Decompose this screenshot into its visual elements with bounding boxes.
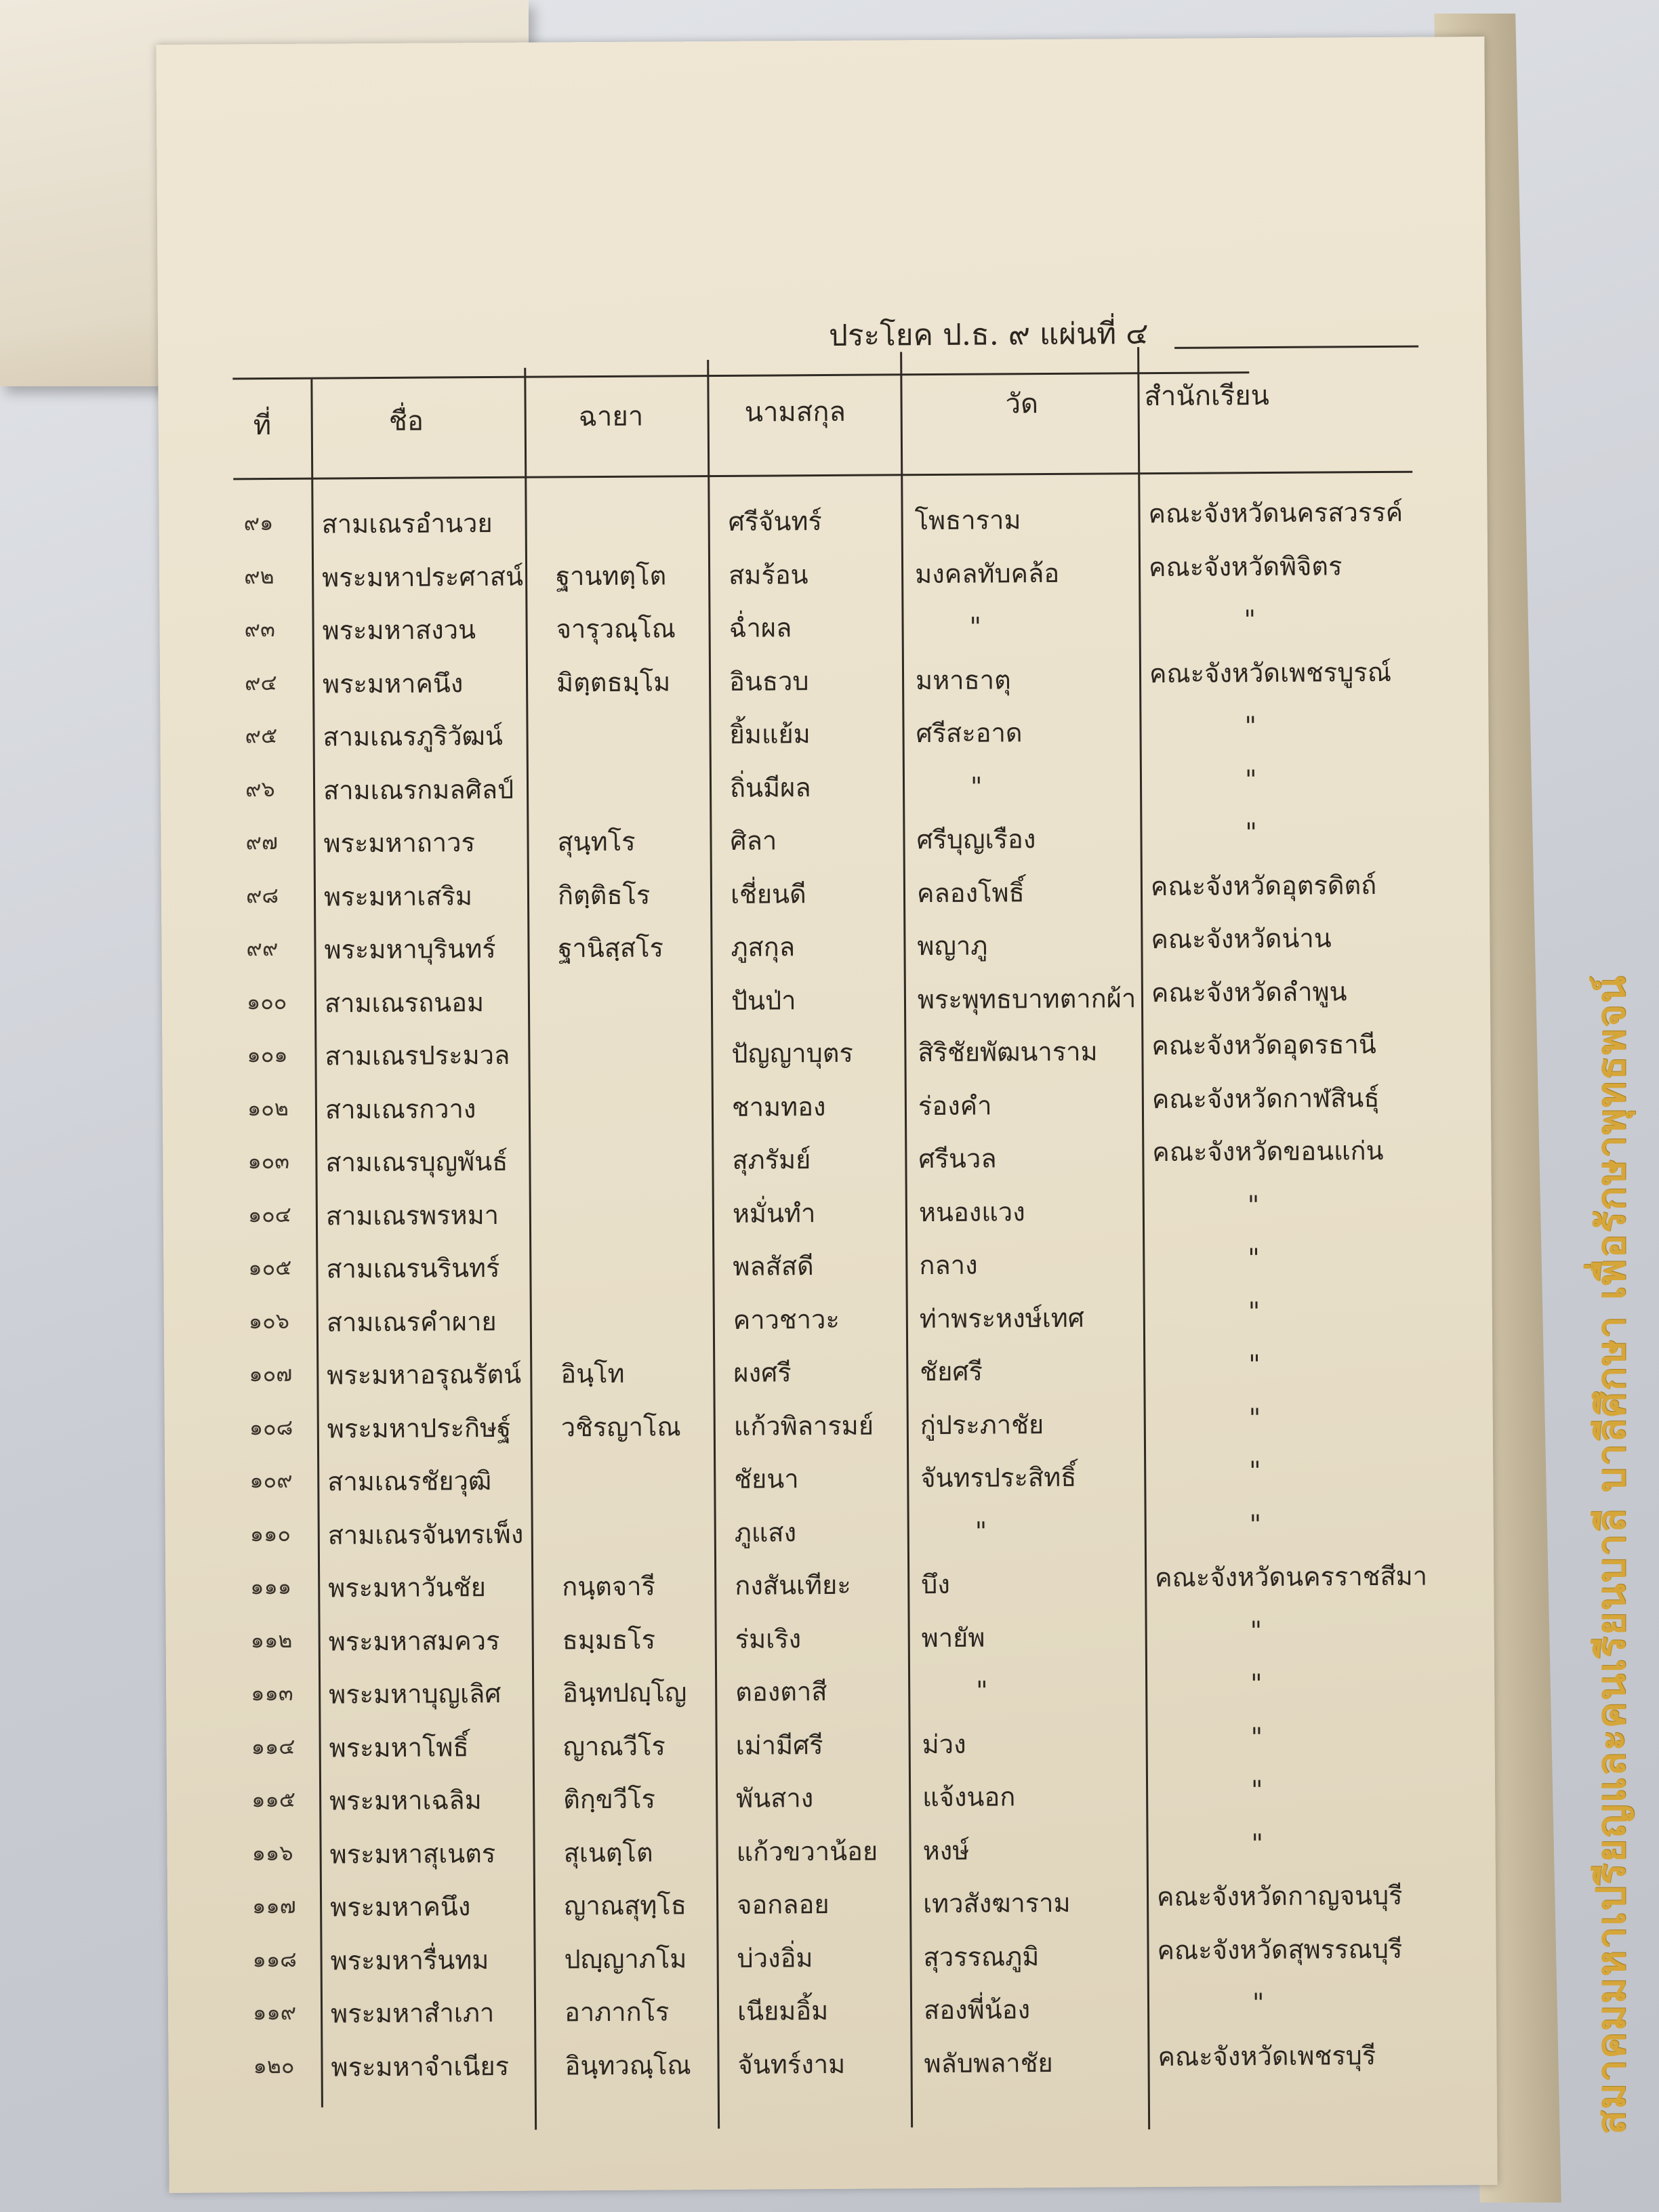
- cell-name: พระมหาสมควร: [328, 1625, 500, 1657]
- cell-no: ๑๑๒: [250, 1626, 293, 1653]
- cell-wat: ": [969, 611, 982, 642]
- cell-name: พระมหาสงวน: [322, 615, 476, 646]
- cell-surname: ภูสกุล: [731, 932, 796, 962]
- cell-no: ๙๙: [246, 935, 279, 962]
- cell-no: ๑๑๐: [249, 1520, 291, 1547]
- cell-surname: ภูแสง: [734, 1517, 797, 1548]
- cell-school: คณะจังหวัดกาญจนบุรี: [1156, 1880, 1403, 1912]
- column-header-school: สำนักเรียน: [1144, 380, 1270, 413]
- cell-surname: ถิ่นมีผล: [729, 772, 811, 803]
- cell-school: คณะจังหวัดเพชรบูรณ์: [1149, 657, 1392, 689]
- cell-surname: สุภรัมย์: [732, 1145, 811, 1175]
- cell-name: พระมหาบุญเลิศ: [329, 1678, 501, 1710]
- cell-school: คณะจังหวัดอุดรธานี: [1151, 1029, 1376, 1061]
- cell-chaya: ฐานิสฺสโร: [558, 933, 664, 964]
- cell-school: ": [1250, 1721, 1263, 1752]
- cell-wat: กู่ประภาชัย: [920, 1409, 1044, 1440]
- cell-wat: ": [970, 771, 983, 802]
- cell-no: ๑๑๑: [250, 1573, 292, 1600]
- cell-school: คณะจังหวัดเพชรบุรี: [1158, 2040, 1376, 2072]
- cell-chaya: ธมฺมธโร: [562, 1624, 656, 1655]
- cell-wat: คลองโพธิ์: [916, 877, 1025, 908]
- cell-no: ๑๐๘: [249, 1414, 293, 1440]
- cell-name: พระมหาเฉลิม: [329, 1785, 482, 1816]
- cell-wat: ศรีนวล: [918, 1143, 997, 1174]
- cell-name: พระมหารื่นทม: [330, 1944, 489, 1975]
- column-header-surname: นามสกุล: [744, 396, 846, 428]
- cell-no: ๑๑๔: [251, 1733, 295, 1759]
- cell-chaya: อินฺโท: [560, 1358, 625, 1389]
- cell-wat: หนองแวง: [918, 1196, 1025, 1227]
- cell-wat: ม่วง: [922, 1729, 966, 1759]
- cell-surname: ปันป่า: [731, 985, 796, 1016]
- cell-name: พระมหาสำเภา: [330, 1998, 495, 2029]
- cell-chaya: กนฺตจารี: [562, 1571, 656, 1602]
- cell-wat: สุวรรณภูมิ: [923, 1941, 1040, 1972]
- cell-school: ": [1249, 1509, 1262, 1539]
- cell-school: คณะจังหวัดลำพูน: [1151, 976, 1347, 1008]
- cell-name: พระมหาคนึง: [322, 668, 464, 699]
- cell-name: พระมหาถาวร: [323, 827, 476, 859]
- cell-no: ๙๘: [245, 882, 279, 908]
- cell-school: คณะจังหวัดกาฬสินธุ์: [1151, 1082, 1380, 1114]
- results-table: [156, 37, 1497, 2193]
- cell-surname: หมั่นทำ: [732, 1197, 816, 1229]
- cell-name: สามเณรชัยวุฒิ: [327, 1466, 492, 1497]
- column-header-chaya: ฉายา: [578, 401, 644, 433]
- column-divider: [310, 380, 323, 2108]
- cell-surname: ผงศรี: [733, 1357, 792, 1388]
- cell-wat: มงคลทับคล้อ: [914, 558, 1060, 589]
- cell-wat: ศรีบุญเรือง: [916, 824, 1036, 855]
- cell-no: ๑๐๒: [247, 1094, 289, 1121]
- cell-chaya: ญาณวีโร: [562, 1730, 665, 1761]
- cell-name: พระมหาบุรินทร์: [324, 933, 496, 965]
- cell-surname: เนียมอิ้ม: [737, 1996, 829, 2026]
- cell-no: ๙๖: [245, 775, 275, 802]
- cell-wat: สิริชัยพัฒนาราม: [918, 1036, 1098, 1068]
- cell-chaya: จารุวณฺโณ: [556, 613, 676, 644]
- document-page: [156, 37, 1497, 2193]
- cell-school: คณะจังหวัดนครราชสีมา: [1155, 1561, 1428, 1593]
- cell-school: คณะจังหวัดน่าน: [1151, 923, 1332, 955]
- page-heading: ประโยค ป.ธ. ๙ แผ่นที่ ๔: [828, 316, 1149, 353]
- cell-surname: ตองตาสี: [735, 1677, 827, 1707]
- cell-chaya: ญาณสุทฺโธ: [563, 1890, 687, 1921]
- cell-no: ๑๑๕: [251, 1786, 296, 1813]
- cell-school: ": [1250, 1615, 1263, 1645]
- cell-surname: ชามทอง: [731, 1091, 826, 1122]
- cell-surname: จันทร์งาม: [737, 2049, 846, 2080]
- cell-name: สามเณรประมวล: [325, 1040, 510, 1071]
- cell-chaya: อินฺทปญฺโญ: [562, 1677, 687, 1708]
- cell-name: สามเณรกมลศิลป์: [323, 774, 514, 806]
- cell-school: คณะจังหวัดนครสวรรค์: [1148, 497, 1404, 529]
- cell-surname: ชัยนา: [734, 1464, 799, 1494]
- cell-surname: สมร้อน: [728, 559, 808, 590]
- cell-surname: จอกลอย: [736, 1889, 830, 1920]
- cell-school: ": [1251, 1828, 1264, 1858]
- cell-no: ๙๒: [244, 562, 274, 589]
- cell-wat: กลาง: [919, 1250, 978, 1281]
- cell-chaya: มิตฺตธมฺโม: [556, 666, 671, 697]
- cell-no: ๑๐๐: [246, 988, 287, 1015]
- cell-no: ๑๐๕: [248, 1254, 292, 1281]
- cell-wat: สองพี่น้อง: [923, 1994, 1031, 2026]
- cell-school: ": [1244, 605, 1256, 635]
- cell-school: ": [1250, 1775, 1263, 1805]
- cell-no: ๑๐๔: [247, 1201, 292, 1227]
- cell-name: สามเณรถนอม: [324, 987, 485, 1019]
- cell-surname: ศิลา: [730, 825, 777, 856]
- cell-wat: พายัพ: [921, 1622, 985, 1653]
- header-bottom-rule: [233, 471, 1412, 480]
- cell-no: ๑๐๓: [247, 1147, 290, 1174]
- cell-wat: ": [976, 1675, 988, 1706]
- cell-surname: ร่มเริง: [735, 1623, 802, 1654]
- cell-chaya: วชิรญาโณ: [560, 1411, 681, 1442]
- cell-name: พระมหาเสริม: [323, 880, 473, 912]
- cell-wat: ": [975, 1516, 987, 1547]
- cell-surname: อินธวบ: [729, 665, 809, 697]
- cell-chaya: ฐานทตฺโต: [556, 560, 667, 591]
- column-header-name: ชื่อ: [388, 405, 424, 437]
- cell-name: สามเณรคำผาย: [326, 1306, 497, 1338]
- cell-wat: ชัยศรี: [920, 1356, 983, 1387]
- cell-chaya: สุเนตฺโต: [563, 1837, 653, 1868]
- cell-wat: พญาภู: [917, 930, 988, 962]
- cell-school: ": [1248, 1243, 1260, 1273]
- cell-no: ๑๑๓: [251, 1679, 293, 1706]
- cell-school: ": [1244, 764, 1257, 794]
- cell-no: ๙๑: [243, 509, 274, 536]
- cell-surname: ยิ้มแย้ม: [729, 719, 811, 750]
- cell-name: สามเณรจันทรเพ็ง: [327, 1519, 524, 1551]
- cell-school: ": [1252, 1988, 1265, 2018]
- cell-school: ": [1248, 1296, 1261, 1326]
- column-header-no: ที่: [253, 409, 272, 442]
- table-top-rule: [1174, 346, 1418, 349]
- watermark-text: สมาคมมหาเปรียญและคนเรียนบาลี บาลีศึกษา เพื่อรักษาพุทธพจน์: [1588, 975, 1634, 2135]
- cell-no: ๑๐๑: [247, 1041, 288, 1068]
- cell-surname: บ่วงอิ่ม: [737, 1942, 813, 1973]
- cell-chaya: ติกฺขวีโร: [563, 1784, 656, 1815]
- column-divider: [524, 368, 537, 2130]
- cell-school: ": [1247, 1189, 1260, 1220]
- cell-surname: แก้วขวาน้อย: [736, 1836, 878, 1867]
- column-divider: [1137, 347, 1150, 2129]
- cell-school: คณะจังหวัดสุพรรณบุรี: [1157, 1933, 1403, 1965]
- cell-school: ": [1244, 711, 1257, 741]
- header-top-rule: [232, 371, 1249, 380]
- cell-name: สามเณรภูริวัฒน์: [323, 720, 504, 752]
- cell-name: พระมหาประกิษฐ์: [327, 1412, 512, 1444]
- cell-school: คณะจังหวัดขอนแก่น: [1152, 1135, 1384, 1168]
- column-divider: [900, 352, 913, 2127]
- cell-no: ๙๓: [244, 615, 276, 642]
- cell-wat: แจ้งนอก: [922, 1782, 1016, 1813]
- cell-wat: ศรีสะอาด: [916, 718, 1023, 749]
- column-header-wat: วัด: [1005, 388, 1039, 420]
- cell-school: ": [1248, 1402, 1261, 1433]
- cell-no: ๑๑๙: [252, 1999, 297, 2026]
- cell-wat: ท่าพระหงษ์เทศ: [919, 1303, 1085, 1334]
- cell-no: ๑๑๖: [251, 1839, 293, 1866]
- cell-name: พระมหาสุเนตร: [329, 1838, 496, 1869]
- cell-school: ": [1248, 1349, 1261, 1380]
- cell-name: พระมหาประศาสน์: [322, 561, 524, 593]
- cell-no: ๙๕: [245, 722, 278, 749]
- cell-no: ๑๐๖: [248, 1307, 290, 1334]
- cell-wat: บึง: [921, 1569, 951, 1600]
- cell-wat: หงษ์: [922, 1835, 970, 1866]
- cell-name: สามเณรอำนวย: [321, 508, 493, 539]
- cell-no: ๑๑๗: [251, 1892, 296, 1919]
- cell-wat: เทวสังฆาราม: [922, 1887, 1071, 1919]
- cell-surname: แก้วพิลารมย์: [733, 1410, 874, 1441]
- cell-wat: พระพุทธบาทตากผ้า: [917, 983, 1136, 1015]
- cell-name: สามเณรนรินทร์: [326, 1252, 500, 1284]
- cell-name: พระมหาวันชัย: [328, 1572, 487, 1603]
- cell-chaya: อาภากโร: [564, 1996, 670, 2028]
- cell-chaya: อินฺทวณฺโณ: [565, 2049, 691, 2081]
- cell-wat: จันทรประสิทธิ์: [920, 1462, 1077, 1494]
- cell-school: คณะจังหวัดพิจิตร: [1148, 550, 1343, 582]
- cell-name: พระมหาจำเนียร: [331, 2051, 510, 2082]
- cell-surname: พันสาง: [736, 1783, 814, 1814]
- cell-wat: ร่องคำ: [918, 1090, 992, 1121]
- cell-surname: กงสันเทียะ: [735, 1570, 851, 1601]
- cell-name: สามเณรกวาง: [325, 1093, 476, 1125]
- cell-school: คณะจังหวัดอุตรดิตถ์: [1150, 869, 1377, 901]
- cell-surname: คาวชาวะ: [733, 1304, 840, 1335]
- cell-chaya: สุนฺทโร: [557, 826, 636, 857]
- cell-wat: มหาธาตุ: [915, 664, 1011, 695]
- cell-no: ๑๒๐: [253, 2052, 295, 2078]
- cell-surname: ปัญญาบุตร: [731, 1038, 854, 1069]
- cell-name: สามเณรบุญพันธ์: [325, 1146, 508, 1178]
- cell-school: ": [1245, 817, 1258, 848]
- cell-name: พระมหาอรุณรัตน์: [327, 1359, 522, 1391]
- cell-chaya: ปญฺญาภโม: [564, 1943, 687, 1974]
- cell-no: ๑๐๙: [249, 1467, 293, 1494]
- cell-surname: เม่ามีศรี: [735, 1729, 823, 1761]
- cell-surname: ฉ่ำผล: [729, 613, 792, 643]
- cell-no: ๙๔: [244, 669, 277, 695]
- cell-wat: โพธาราม: [914, 505, 1021, 536]
- cell-surname: ศรีจันทร์: [728, 506, 823, 537]
- cell-wat: พลับพลาชัย: [924, 2047, 1053, 2078]
- cell-school: ": [1250, 1668, 1263, 1699]
- cell-no: ๑๐๗: [249, 1360, 293, 1387]
- cell-name: พระมหาโพธิ์: [329, 1732, 469, 1763]
- cell-school: ": [1249, 1456, 1261, 1486]
- column-divider: [707, 360, 720, 2129]
- cell-no: ๑๑๘: [252, 1946, 298, 1972]
- cell-no: ๙๗: [245, 828, 279, 855]
- cell-name: พระมหาคนึง: [329, 1891, 471, 1923]
- cell-surname: เชี่ยนดี: [730, 878, 806, 909]
- cell-chaya: กิตฺติธโร: [557, 880, 651, 910]
- cell-surname: พลสัสดี: [733, 1251, 814, 1282]
- cell-name: สามเณรพรหมา: [325, 1200, 499, 1231]
